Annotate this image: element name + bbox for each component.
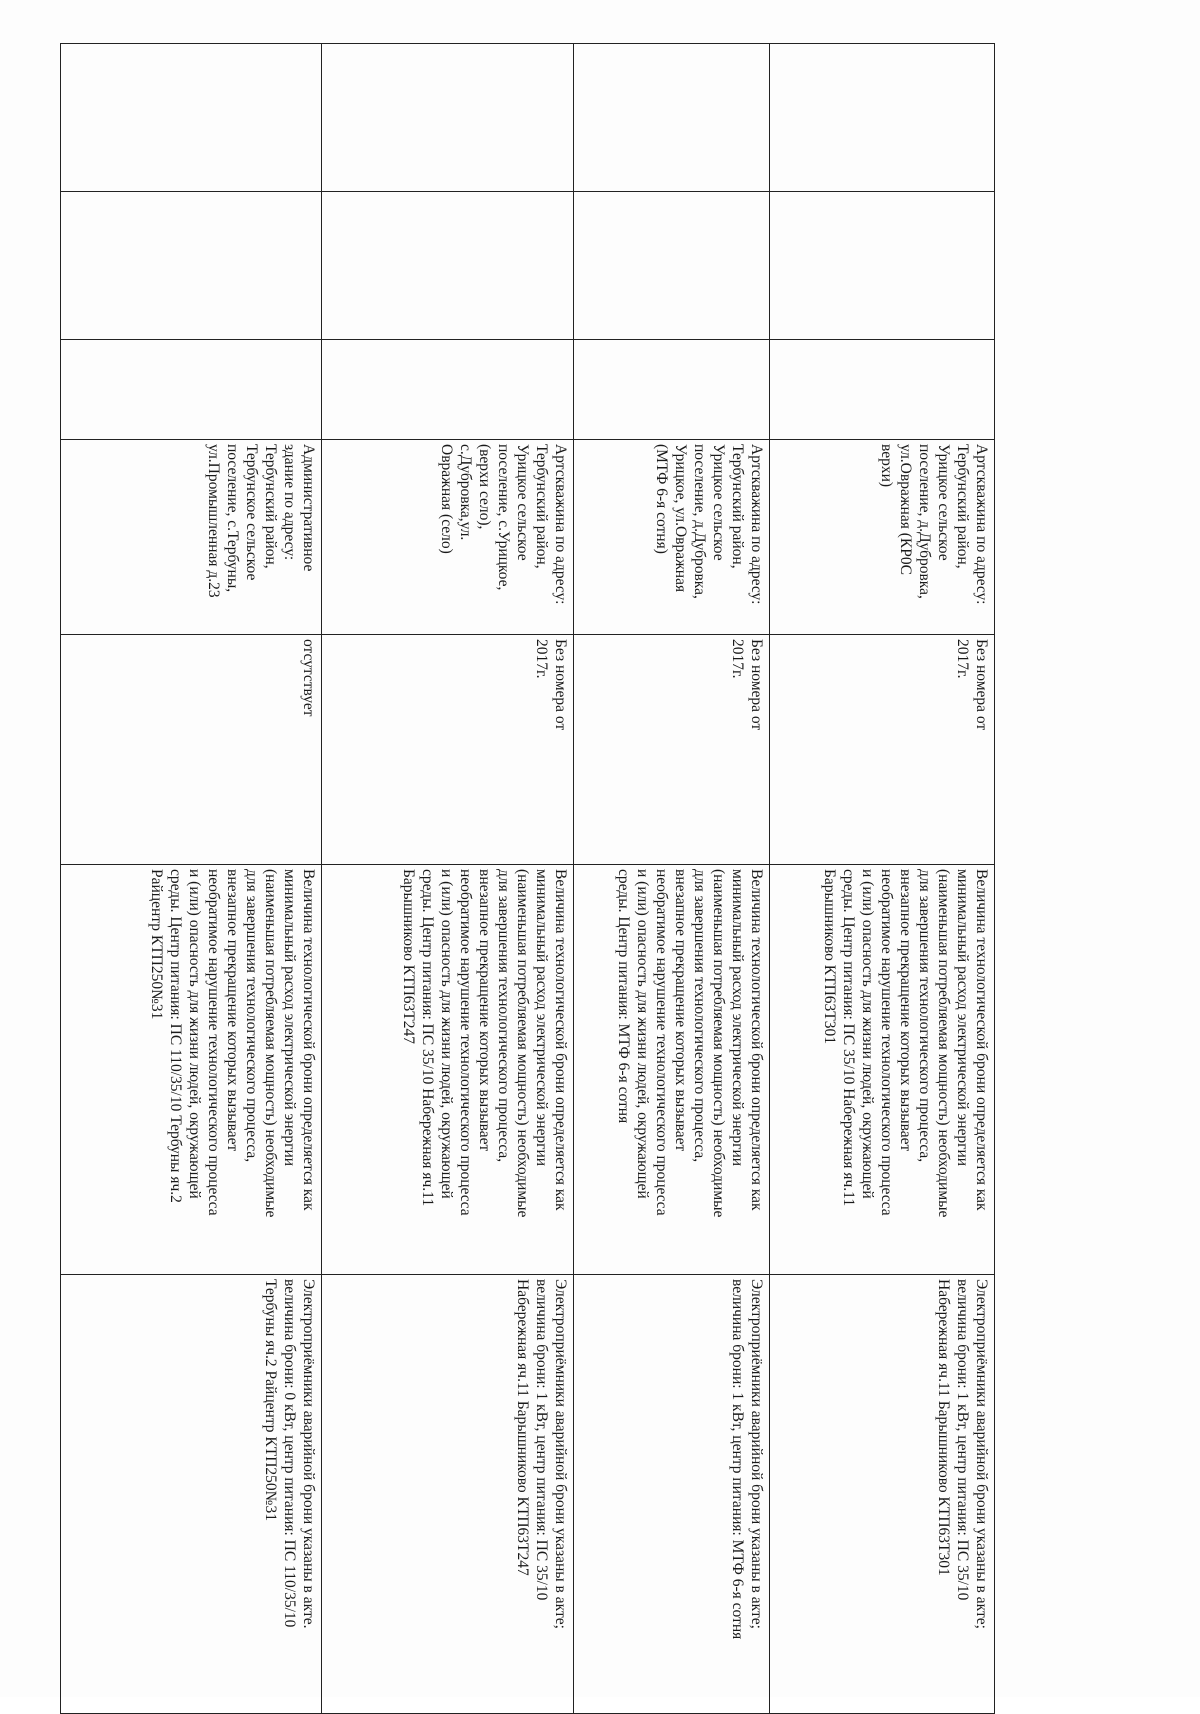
- table-row: [61, 44, 322, 1714]
- object-address-cell: Артскважина по адресу: Тербунский район, Урицкое сельское поселение, д.Дубровка, ул.Овражная (КР0С верхи): [770, 440, 995, 635]
- tech-reserve-cell: Величина технологической брони определяется как минимальный расход электрической энергии (наименьшая потребляемая мощность) необходимые для завершения технологического процесса, внезапное прекращение которых вызывает необратимое нарушение технологического процесса и (или) опасность для жизни людей, окружающей среды. Центр питания: МТФ 6-я сотня: [574, 865, 770, 1275]
- act-cell: Без номера от 2017г.: [574, 635, 770, 865]
- object-address-cell: Административное здание по адресу: Тербунский район, Тербунское сельское поселение, с.Тербуны, ул.Промышленная д.23: [61, 440, 322, 635]
- empty-cell: [322, 340, 574, 440]
- act-cell: Без номера от 2017г.: [322, 635, 574, 865]
- empty-cell: [574, 192, 770, 340]
- empty-cell: [61, 192, 322, 340]
- object-address-cell: Артскважина по адресу: Тербунский район, Урицкое сельское поселение, д.Дубровка, Урицкое, ул.Овражная (МТФ 6-я сотня): [574, 440, 770, 635]
- act-cell: отсутствует: [61, 635, 322, 865]
- empty-cell: [770, 44, 995, 192]
- object-address-cell: Артскважина по адресу: Тербунский район, Урицкое сельское поселение, с.Урицкое, (верхи село), с.Дубровка,ул. Овражная (село): [322, 440, 574, 635]
- emergency-reserve-cell: Электроприёмники аварийной брони указаны в акте; величина брони: 1 кВт, центр питания: ПС 35/10 Набережная яч.11 Барышниково КТП63Т247: [322, 1275, 574, 1714]
- empty-cell: [322, 192, 574, 340]
- tech-reserve-cell: Величина технологической брони определяется как минимальный расход электрической энергии (наименьшая потребляемая мощность) необходимые для завершения технологического процесса, внезапное прекращение которых вызывает необратимое нарушение технологического процесса и (или) опасность для жизни людей, окружающей среды. Центр питания: ПС 110/35/10 Тербуны яч.2 Райцентр КТП250№31: [61, 865, 322, 1275]
- empty-cell: [61, 44, 322, 192]
- empty-cell: [770, 340, 995, 440]
- emergency-reserve-cell: Электроприёмники аварийной брони указаны в акте. величина брони: 0 кВт, центр питания: ПС 110/35/10 Тербуны яч.2 Райцентр КТП250№31: [61, 1275, 322, 1714]
- reserve-table: [60, 43, 995, 1714]
- table-row: [322, 44, 574, 1714]
- empty-cell: [770, 192, 995, 340]
- emergency-reserve-cell: Электроприёмники аварийной брони указаны в акте; величина брони: 1 кВт, центр питания: МТФ 6-я сотня: [574, 1275, 770, 1714]
- empty-cell: [574, 340, 770, 440]
- emergency-reserve-cell: Электроприёмники аварийной брони указаны в акте; величина брони: 1 кВт, центр питания: ПС 35/10 Набережная яч.11 Барышниково КТП63Т301: [770, 1275, 995, 1714]
- act-cell: Без номера от 2017г.: [770, 635, 995, 865]
- tech-reserve-cell: Величина технологической брони определяется как минимальный расход электрической энергии (наименьшая потребляемая мощность) необходимые для завершения технологического процесса, внезапное прекращение которых вызывает необратимое нарушение технологического процесса и (или) опасность для жизни людей, окружающей среды. Центр питания: ПС 35/10 Набережная яч.11 Барышниково КТП63Т301: [770, 865, 995, 1275]
- tech-reserve-cell: Величина технологической брони определяется как минимальный расход электрической энергии (наименьшая потребляемая мощность) необходимые для завершения технологического процесса, внезапное прекращение которых вызывает необратимое нарушение технологического процесса и (или) опасность для жизни людей, окружающей среды. Центр питания: ПС 35/10 Набережная яч.11 Барышниково КТП63Т247: [322, 865, 574, 1275]
- rotated-table-wrapper: [61, 43, 995, 1713]
- empty-cell: [322, 44, 574, 192]
- table-row: [574, 44, 770, 1714]
- empty-cell: [61, 340, 322, 440]
- empty-cell: [574, 44, 770, 192]
- table-row: [770, 44, 995, 1714]
